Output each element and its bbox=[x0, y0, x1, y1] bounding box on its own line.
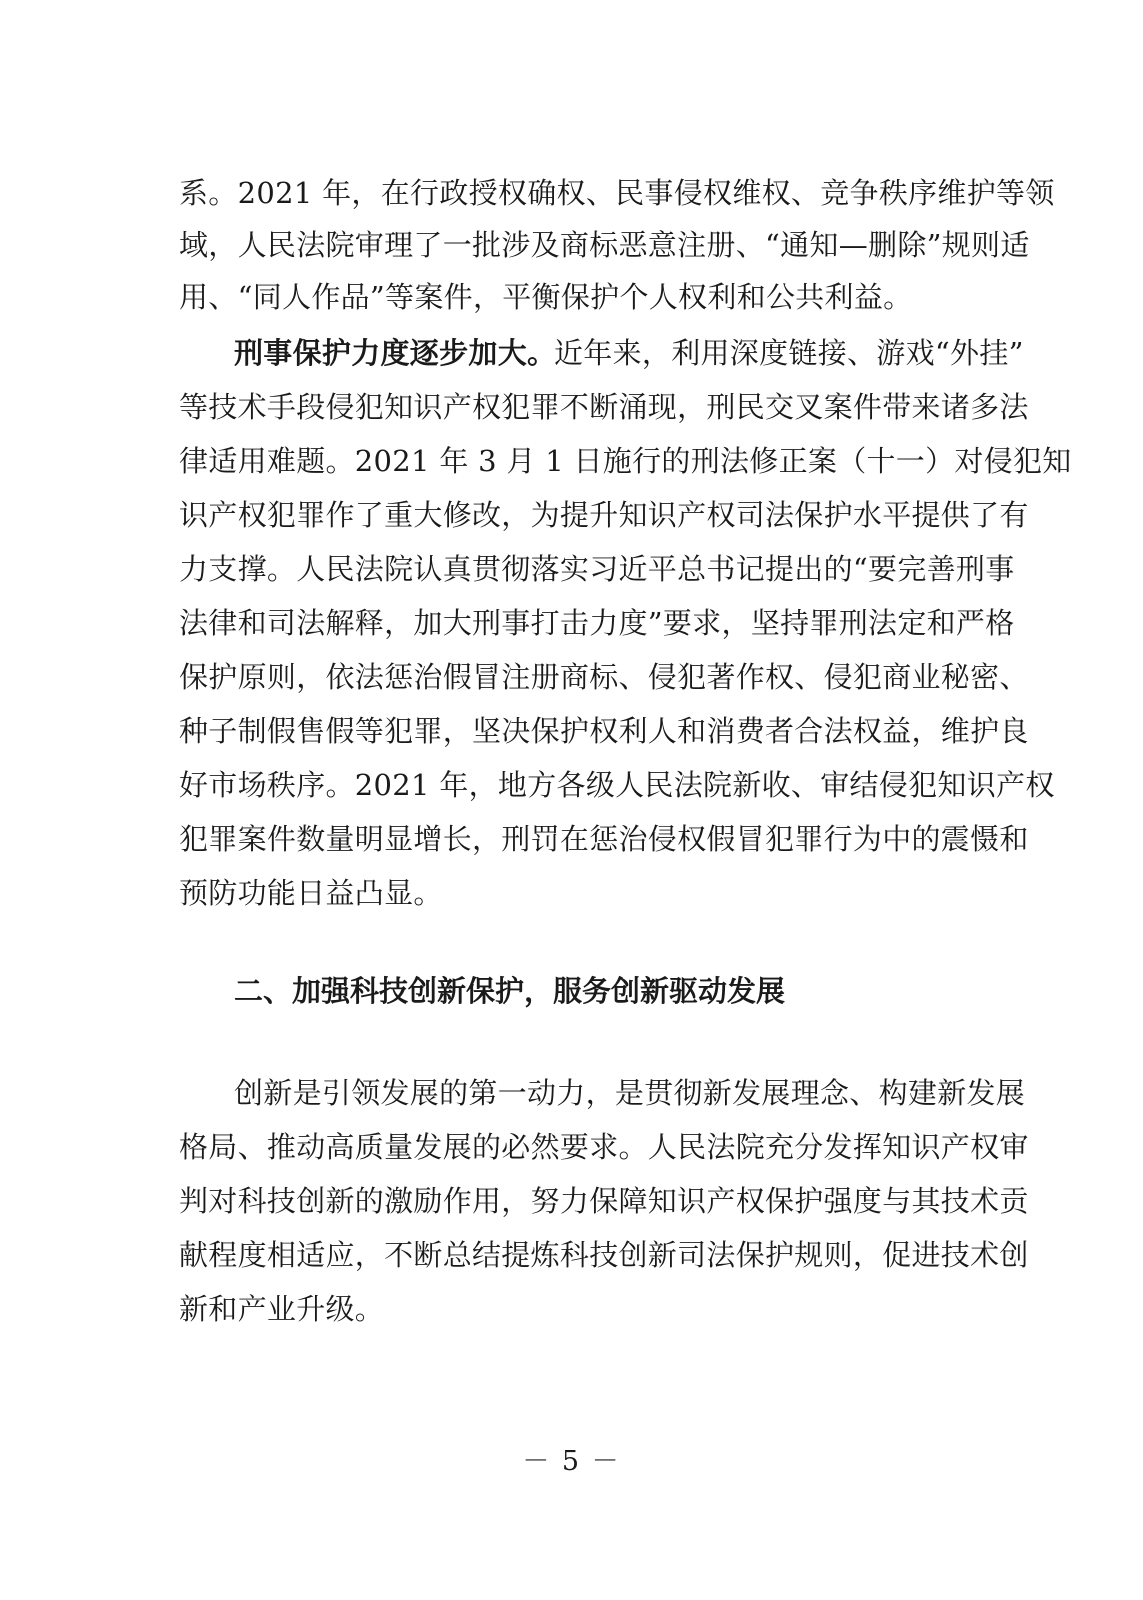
paragraph-text: 等技术手段侵犯知识产权犯罪不断涌现，刑民交叉案件带来诸多法 bbox=[179, 390, 1029, 424]
paragraph-line bbox=[0, 384, 1143, 430]
paragraph-text: 好市场秩序。2021 年，地方各级人民法院新收、审结侵犯知识产权 bbox=[179, 768, 1055, 802]
paragraph-line bbox=[0, 222, 1143, 268]
paragraph-line bbox=[0, 1286, 1143, 1332]
paragraph-line bbox=[0, 1124, 1143, 1170]
paragraph-line bbox=[0, 274, 1143, 320]
paragraph-text: 用、“同人作品”等案件，平衡保护个人权利和公共利益。 bbox=[179, 280, 913, 314]
section-heading-text: 二、加强科技创新保护，服务创新驱动发展 bbox=[234, 974, 786, 1008]
paragraph-text: 域，人民法院审理了一批涉及商标恶意注册、“通知—删除”规则适 bbox=[179, 228, 1030, 262]
paragraph-line bbox=[0, 1070, 1143, 1116]
paragraph-line bbox=[0, 492, 1143, 538]
paragraph-lead-bold: 刑事保护力度逐步加大。 bbox=[234, 336, 557, 370]
paragraph-line bbox=[0, 170, 1143, 216]
paragraph-text: 法律和司法解释，加大刑事打击力度”要求，坚持罪刑法定和严格 bbox=[179, 606, 1015, 640]
paragraph-text: 格局、推动高质量发展的必然要求。人民法院充分发挥知识产权审 bbox=[179, 1130, 1029, 1164]
paragraph-text: 新和产业升级。 bbox=[179, 1292, 385, 1326]
paragraph-line bbox=[0, 1232, 1143, 1278]
paragraph-line bbox=[0, 600, 1143, 646]
paragraph-line bbox=[0, 546, 1143, 592]
paragraph-line bbox=[0, 762, 1143, 808]
paragraph-text: 律适用难题。2021 年 3 月 1 日施行的刑法修正案（十一）对侵犯知 bbox=[179, 444, 1072, 478]
paragraph-text: 系。2021 年，在行政授权确权、民事侵权维权、竞争秩序维护等领 bbox=[179, 176, 1055, 210]
paragraph-text: 判对科技创新的激励作用，努力保障知识产权保护强度与其技术贡 bbox=[179, 1184, 1029, 1218]
paragraph-line bbox=[0, 708, 1143, 754]
paragraph-text: 预防功能日益凸显。 bbox=[179, 876, 443, 910]
paragraph-text: 犯罪案件数量明显增长，刑罚在惩治侵权假冒犯罪行为中的震慑和 bbox=[179, 822, 1029, 856]
paragraph-text: 识产权犯罪作了重大修改，为提升知识产权司法保护水平提供了有 bbox=[179, 498, 1029, 532]
paragraph-line bbox=[0, 438, 1143, 484]
paragraph-line bbox=[0, 870, 1143, 916]
paragraph-text: 近年来，利用深度链接、游戏“外挂” bbox=[554, 336, 1024, 370]
paragraph-line bbox=[0, 330, 1143, 376]
paragraph-text: 种子制假售假等犯罪，坚决保护权利人和消费者合法权益，维护良 bbox=[179, 714, 1029, 748]
paragraph-text: 创新是引领发展的第一动力，是贯彻新发展理念、构建新发展 bbox=[234, 1076, 1026, 1110]
paragraph-text: 保护原则，依法惩治假冒注册商标、侵犯著作权、侵犯商业秘密、 bbox=[179, 660, 1029, 694]
paragraph-line bbox=[0, 816, 1143, 862]
page-number: － 5 － bbox=[522, 1446, 621, 1477]
paragraph-line bbox=[0, 654, 1143, 700]
paragraph-text: 献程度相适应，不断总结提炼科技创新司法保护规则，促进技术创 bbox=[179, 1238, 1029, 1272]
paragraph-text: 力支撑。人民法院认真贯彻落实习近平总书记提出的“要完善刑事 bbox=[179, 552, 1015, 586]
section-heading bbox=[0, 966, 1143, 1016]
paragraph-line bbox=[0, 1178, 1143, 1224]
